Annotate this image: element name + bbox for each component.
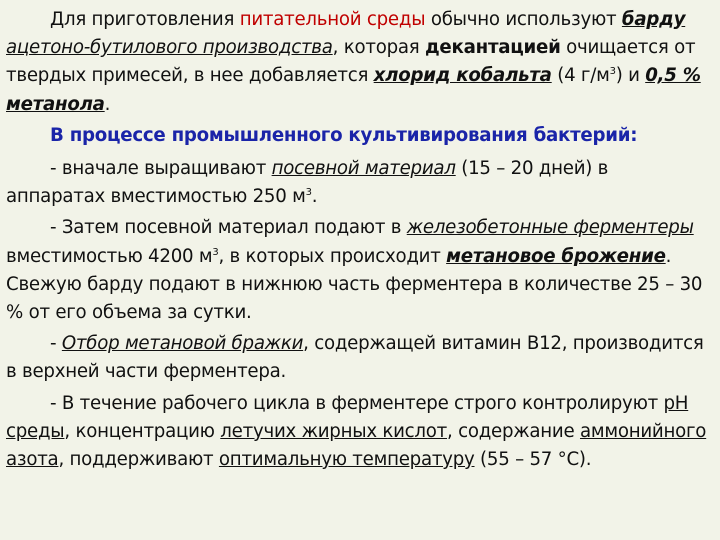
text-run: (55 – 57 °С).: [474, 449, 592, 471]
text-run: - Затем посевной материал подают в: [50, 217, 407, 239]
text-run: (4 г/м: [551, 65, 610, 87]
superscript: 3: [609, 66, 616, 78]
text-run: , которая: [332, 37, 425, 59]
text-run: (15 – 20 дней) в аппаратах вместимостью 250 м: [6, 158, 609, 208]
superscript: 3: [212, 246, 219, 258]
text-run: , поддерживают: [58, 449, 219, 471]
text-run: вместимостью 4200 м: [6, 245, 213, 267]
term-concrete-fermenters: железобетонные ферментеры: [406, 217, 694, 239]
term-barda: барду: [621, 9, 686, 30]
text-run: , содержащей витамин В12, производится в верхней части ферментера.: [6, 333, 704, 383]
section-heading: В процессе промышленного культивирования бактерий:: [50, 124, 638, 146]
text-run: - В течение рабочего цикла в ферментере строго контролируют: [50, 392, 664, 414]
term-decantation: декантацией: [424, 37, 561, 59]
term-methane-fermentation: метановое брожение: [446, 245, 666, 267]
term-volatile-fatty-acids: летучих жирных кислот: [220, 420, 448, 442]
text-run: очищается от твердых примесей, в нее добавляется: [6, 37, 696, 87]
term-methanol: 0,5 % метанола: [6, 65, 701, 115]
text-run: обычно используют: [425, 9, 622, 30]
text-run: Для приготовления: [50, 9, 240, 30]
term-seed-material: посевной материал: [271, 158, 456, 180]
term-ph: рН среды: [6, 392, 689, 442]
text-run: , содержание: [447, 420, 580, 442]
term-ammonium-nitrogen: аммонийного азота: [6, 420, 707, 471]
text-run: , в которых происходит: [218, 245, 447, 267]
term-acetone-butyl-production: ацетоно-бутилового производства: [6, 37, 333, 59]
superscript: 3: [305, 187, 312, 199]
text-run: -: [50, 333, 62, 355]
text-run: - вначале выращивают: [50, 158, 272, 180]
text-run: .: [311, 186, 318, 208]
text-run: .: [104, 93, 111, 115]
paragraph-seed-material: [6, 155, 710, 211]
term-optimal-temperature: оптимальную температуру: [218, 449, 475, 471]
term-cobalt-chloride: хлорид кобальта: [373, 65, 552, 87]
term-methane-mash-withdrawal: Отбор метановой бражки: [61, 333, 304, 355]
paragraph-methane-mash: [6, 330, 710, 386]
term-nutrient-medium: питательной среды: [239, 9, 426, 30]
text-run: ) и: [615, 65, 646, 87]
text-run: . Свежую барду подают в нижнюю часть ферментера в количестве 25 – 30 % от его объема за сутки.: [6, 245, 703, 324]
paragraph-nutrient-medium: [6, 6, 710, 119]
paragraph-fermenters: [6, 214, 710, 327]
text-run: , концентрацию: [64, 420, 221, 442]
paragraph-control: [6, 390, 710, 475]
